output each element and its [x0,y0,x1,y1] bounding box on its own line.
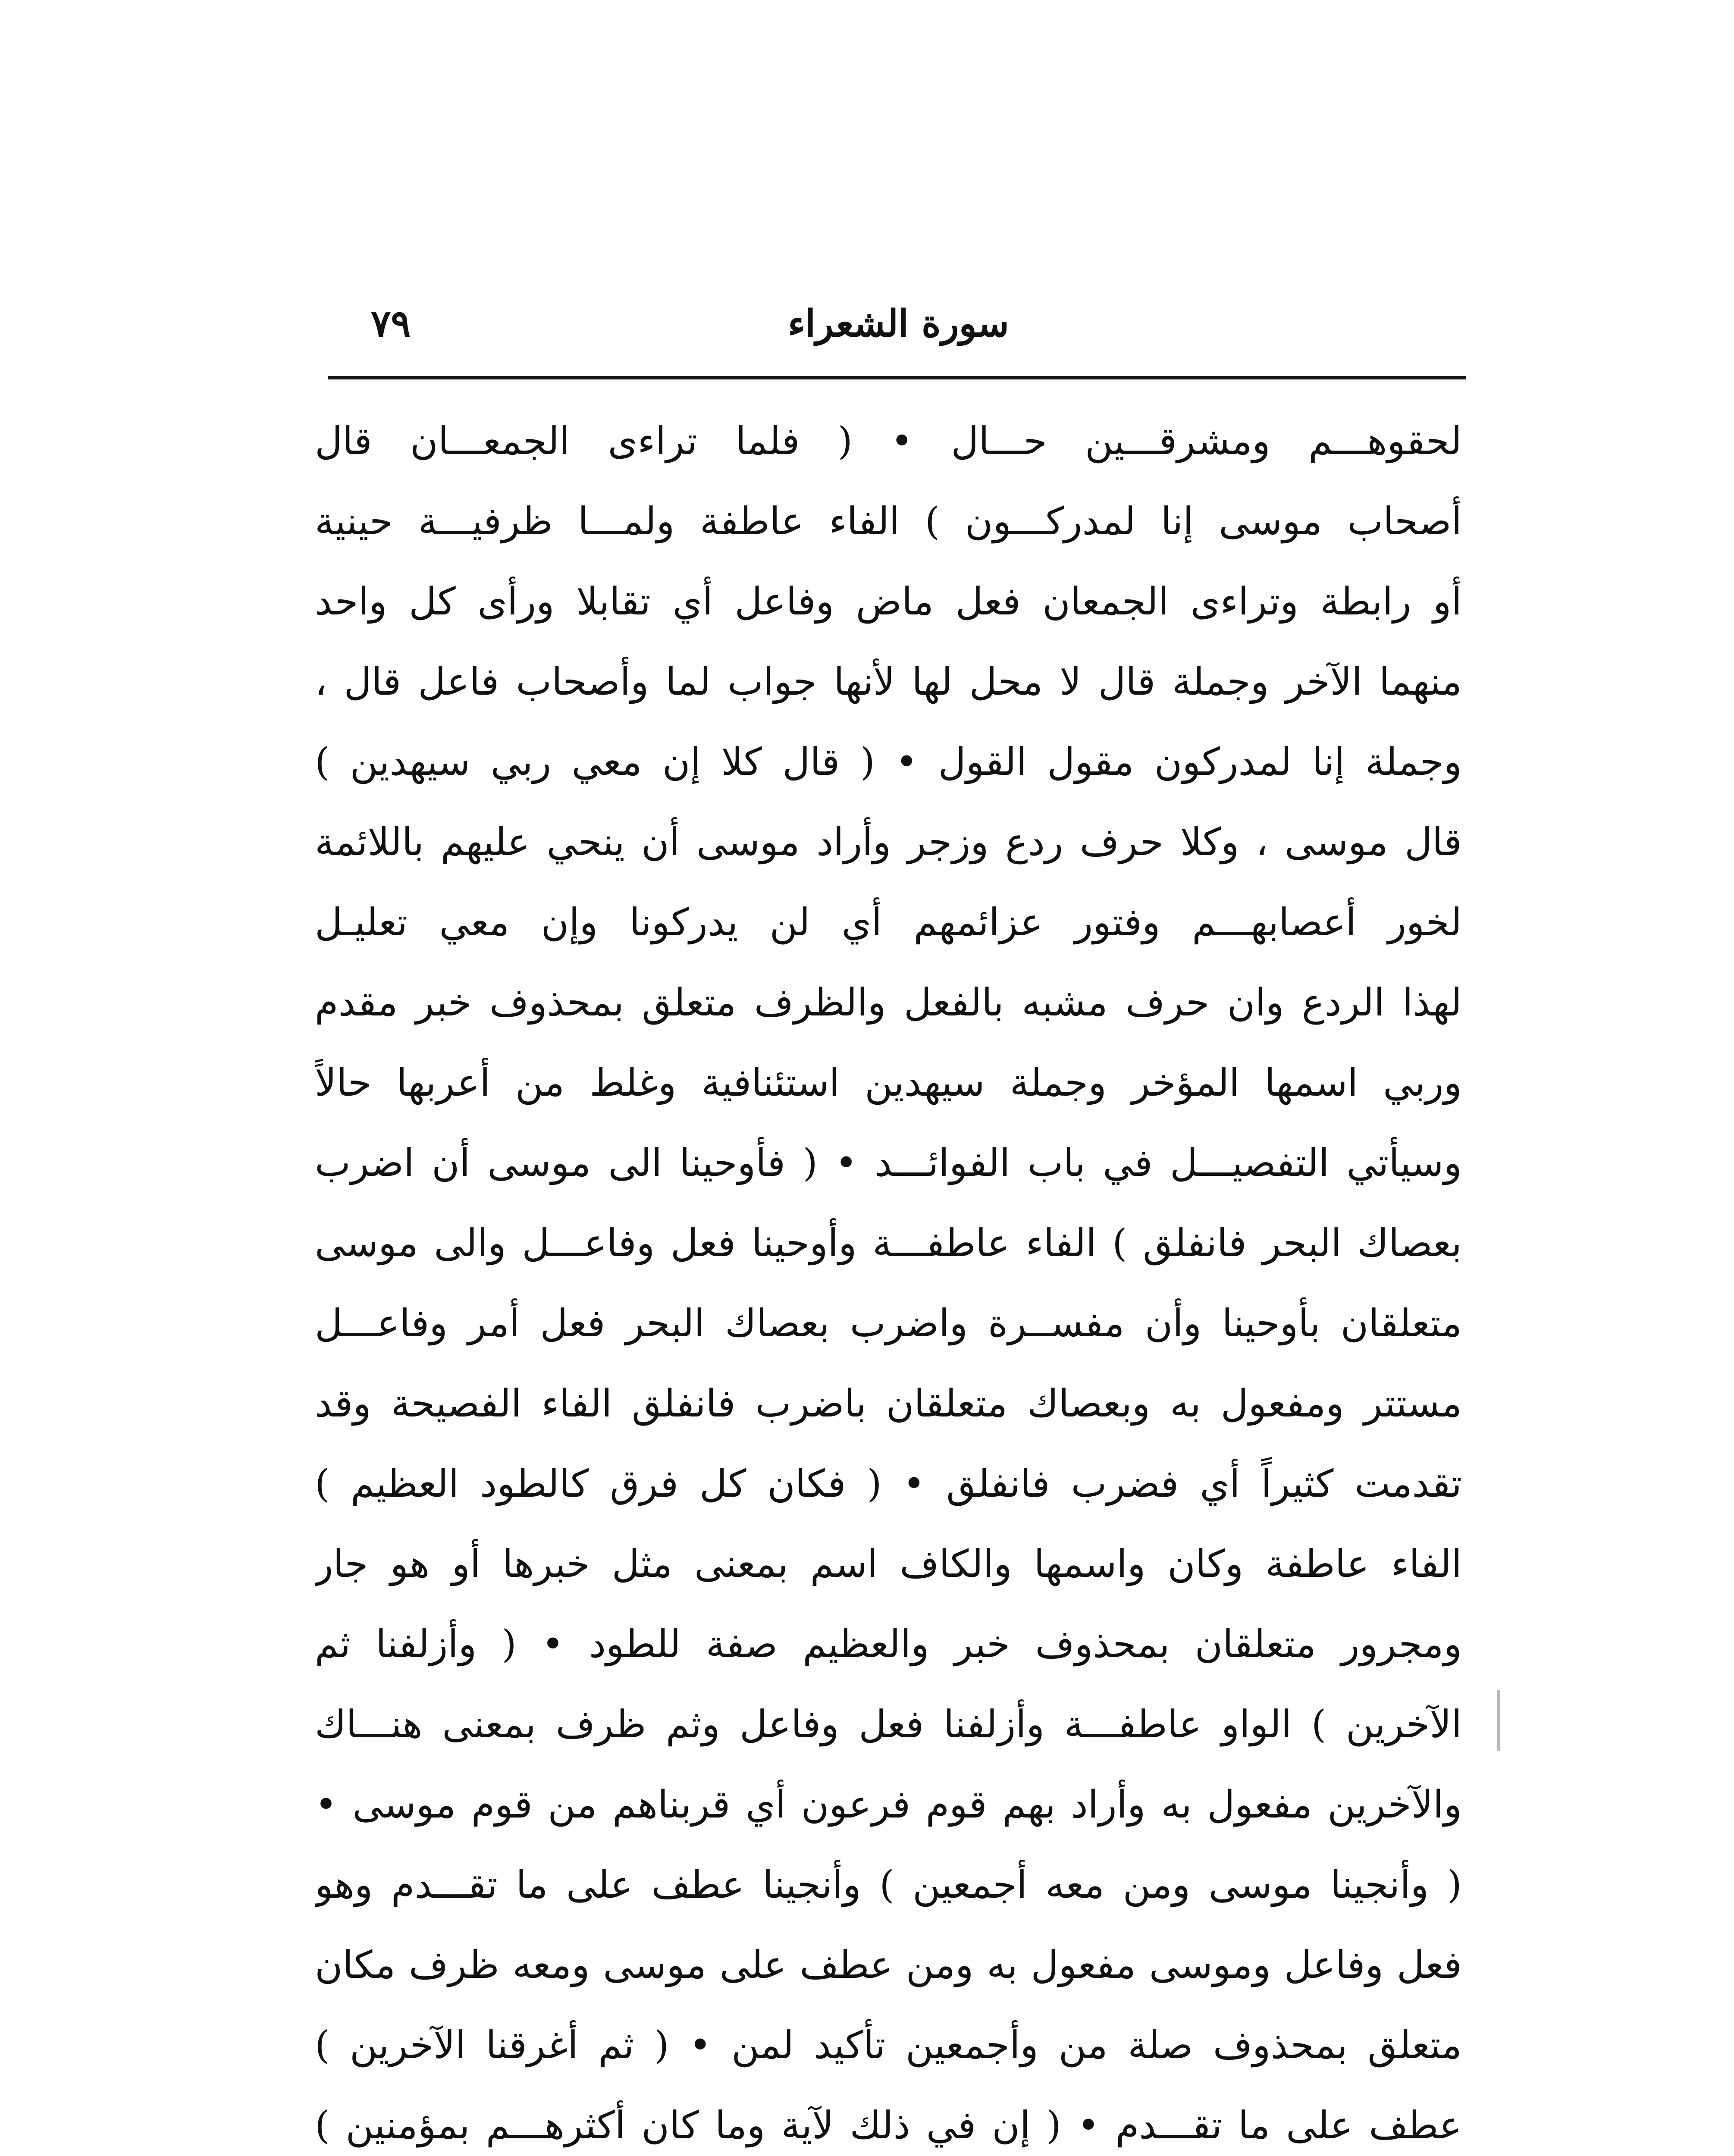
text-line-13: مستتر ومفعول به وبعصاك متعلقان باضرب فانفلق الفاء الفصيحة وقد [315,1381,1462,1426]
text-line-10: وسيأتي التفصيـــل في باب الفوائـــد • ( فأوحينا الى موسى أن اضرب [315,1141,1462,1185]
text-line-2: أصحاب موسى إنا لمدركـــون ) الفاء عاطفة ولمـــا ظرفيـــة حينية [315,499,1462,543]
page-number: ٧٩ [371,302,411,345]
text-line-20: فعل وفاعل وموسى مفعول به ومن عطف على موسى ومعه ظرف مكان [315,1943,1462,1987]
text-line-6: قال موسى ، وكلا حرف ردع وزجر وأراد موسى أن ينحي عليهم باللائمة [315,820,1462,864]
text-line-1: لحقوهـــم ومشرقـــين حـــال • ( فلما تراءى الجمعـــان قال [315,419,1462,463]
header-rule [328,376,1466,379]
text-line-16: ومجرور متعلقان بمحذوف خبر والعظيم صفة للطود • ( وأزلفنا ثم [315,1622,1462,1666]
text-line-7: لخور أعصابهـــم وفتور عزائمهم أي لن يدركونا وإن معي تعليـل [315,900,1462,944]
text-line-8: لهذا الردع وان حرف مشبه بالفعل والظرف متعلق بمحذوف خبر مقدم [315,980,1462,1025]
text-line-18: والآخرين مفعول به وأراد بهم قوم فرعون أي قربناهم من قوم موسى • [315,1782,1462,1827]
text-line-21: متعلق بمحذوف صلة من وأجمعين تأكيد لمن • ( ثم أغرقنا الآخرين ) [315,2023,1462,2067]
text-line-17: الآخرين ) الواو عاطفـــة وأزلفنا فعل وفاعل وثم ظرف بمعنى هنـــاك [315,1702,1462,1746]
scan-artifact [1497,1690,1500,1751]
text-line-9: وربي اسمها المؤخر وجملة سيهدين استئنافية وغلط من أعربها حالاً [315,1060,1462,1105]
text-line-14: تقدمت كثيراً أي فضرب فانفلق • ( فكان كل فرق كالطود العظيم ) [315,1461,1462,1506]
text-line-12: متعلقان بأوحينا وأن مفســرة واضرب بعصاك البحر فعل أمر وفاعـــل [315,1301,1462,1345]
page-title: سورة الشعراء [787,302,1009,345]
text-line-15: الفاء عاطفة وكان واسمها والكاف اسم بمعنى مثل خبرها أو هو جار [315,1542,1462,1586]
text-line-22: عطف على ما تقـــدم • ( إن في ذلك لآية وما كان أكثرهـــم بمؤمنين ) [315,2103,1462,2147]
text-line-19: ( وأنجينا موسى ومن معه أجمعين ) وأنجينا عطف على ما تقـــدم وهو [315,1862,1462,1907]
text-line-4: منهما الآخر وجملة قال لا محل لها لأنها جواب لما وأصحاب فاعل قال ، [315,659,1462,704]
page-header [323,285,1466,354]
text-line-3: أو رابطة وتراءى الجمعان فعل ماض وفاعل أي تقابلا ورأى كل واحد [315,579,1462,624]
text-line-11: بعصاك البحر فانفلق ) الفاء عاطفـــة وأوحينا فعل وفاعـــل والى موسى [315,1221,1462,1265]
text-line-5: وجملة إنا لمدركون مقول القول • ( قال كلا إن معي ربي سيهدين ) [315,740,1462,784]
body-text [315,401,1462,2156]
